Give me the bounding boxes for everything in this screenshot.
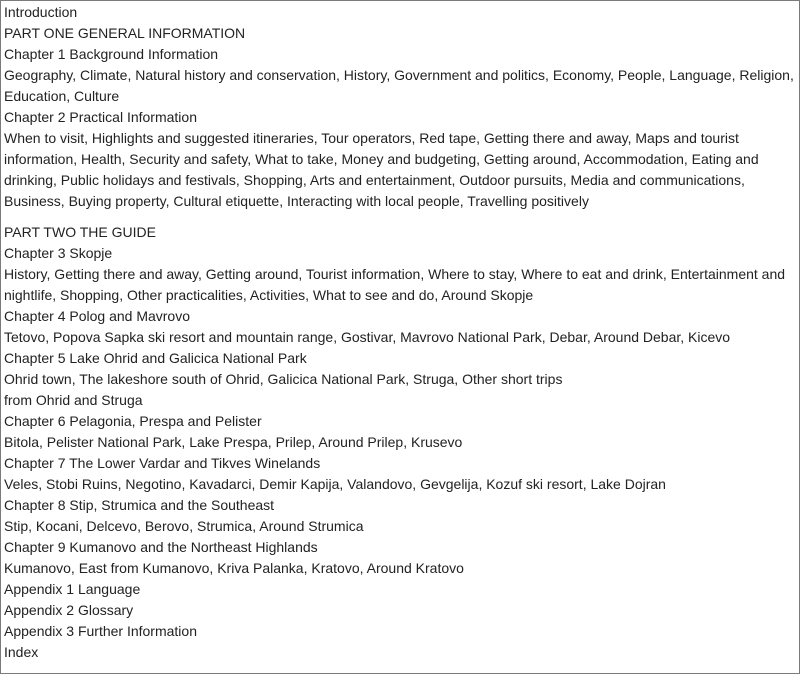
chapter-9-title: Chapter 9 Kumanovo and the Northeast Highlands <box>4 539 318 555</box>
chapter-2-title: Chapter 2 Practical Information <box>4 109 197 125</box>
chapter-2-topics: When to visit, Highlights and suggested itineraries, Tour operators, Red tape, Getting there and away, Maps and tourist information, Health, Security and safety, What to take, Money and budgeting, Getting around, Accommodation, Eating and drinking, Public holidays and festivals, Shopping, Arts and entertainment, Outdoor pursuits, Media and communications, Business, Buying property, Cultural etiquette, Interacting with local people, Travelling positively <box>4 130 759 209</box>
chapter-3-topics: History, Getting there and away, Getting around, Tourist information, Where to stay, Where to eat and drink, Entertainment and nightlife, Shopping, Other practicalities, Activities, What to see and do, Around Skopje <box>4 266 786 303</box>
chapter-5-topics: Ohrid town, The lakeshore south of Ohrid, Galicica National Park, Struga, Other short trips <box>4 371 563 387</box>
chapter-7-title: Chapter 7 The Lower Vardar and Tikves Winelands <box>4 455 321 471</box>
chapter-4-title: Chapter 4 Polog and Mavrovo <box>4 308 190 324</box>
chapter-8-title: Chapter 8 Stip, Strumica and the Southeast <box>4 497 275 513</box>
chapter-4-topics: Tetovo, Popova Sapka ski resort and mountain range, Gostivar, Mavrovo National Park, Debar, Around Debar, Kicevo <box>4 329 731 345</box>
chapter-1-topics: Geography, Climate, Natural history and conservation, History, Government and politics, Economy, People, Language, Religion, Education, Culture <box>4 67 794 104</box>
chapter-5-topics-continued: from Ohrid and Struga <box>4 392 143 408</box>
part-one-heading: PART ONE GENERAL INFORMATION <box>4 25 246 41</box>
chapter-1-title: Chapter 1 Background Information <box>4 46 219 62</box>
appendix-2: Appendix 2 Glossary <box>4 602 134 618</box>
chapter-5-title: Chapter 5 Lake Ohrid and Galicica National Park <box>4 350 307 366</box>
chapter-6-title: Chapter 6 Pelagonia, Prespa and Pelister <box>4 413 262 429</box>
chapter-7-topics: Veles, Stobi Ruins, Negotino, Kavadarci, Demir Kapija, Valandovo, Gevgelija, Kozuf ski resort, Lake Dojran <box>4 476 666 492</box>
appendix-1: Appendix 1 Language <box>4 581 141 597</box>
appendix-3: Appendix 3 Further Information <box>4 623 197 639</box>
chapter-9-topics: Kumanovo, East from Kumanovo, Kriva Palanka, Kratovo, Around Kratovo <box>4 560 464 576</box>
section-spacer <box>4 212 795 222</box>
chapter-6-topics: Bitola, Pelister National Park, Lake Prespa, Prilep, Around Prilep, Krusevo <box>4 434 463 450</box>
part-two-heading: PART TWO THE GUIDE <box>4 224 156 240</box>
chapter-3-title: Chapter 3 Skopje <box>4 245 113 261</box>
toc-index: Index <box>4 644 39 660</box>
chapter-8-topics: Stip, Kocani, Delcevo, Berovo, Strumica, Around Strumica <box>4 518 364 534</box>
toc-introduction: Introduction <box>4 4 78 20</box>
